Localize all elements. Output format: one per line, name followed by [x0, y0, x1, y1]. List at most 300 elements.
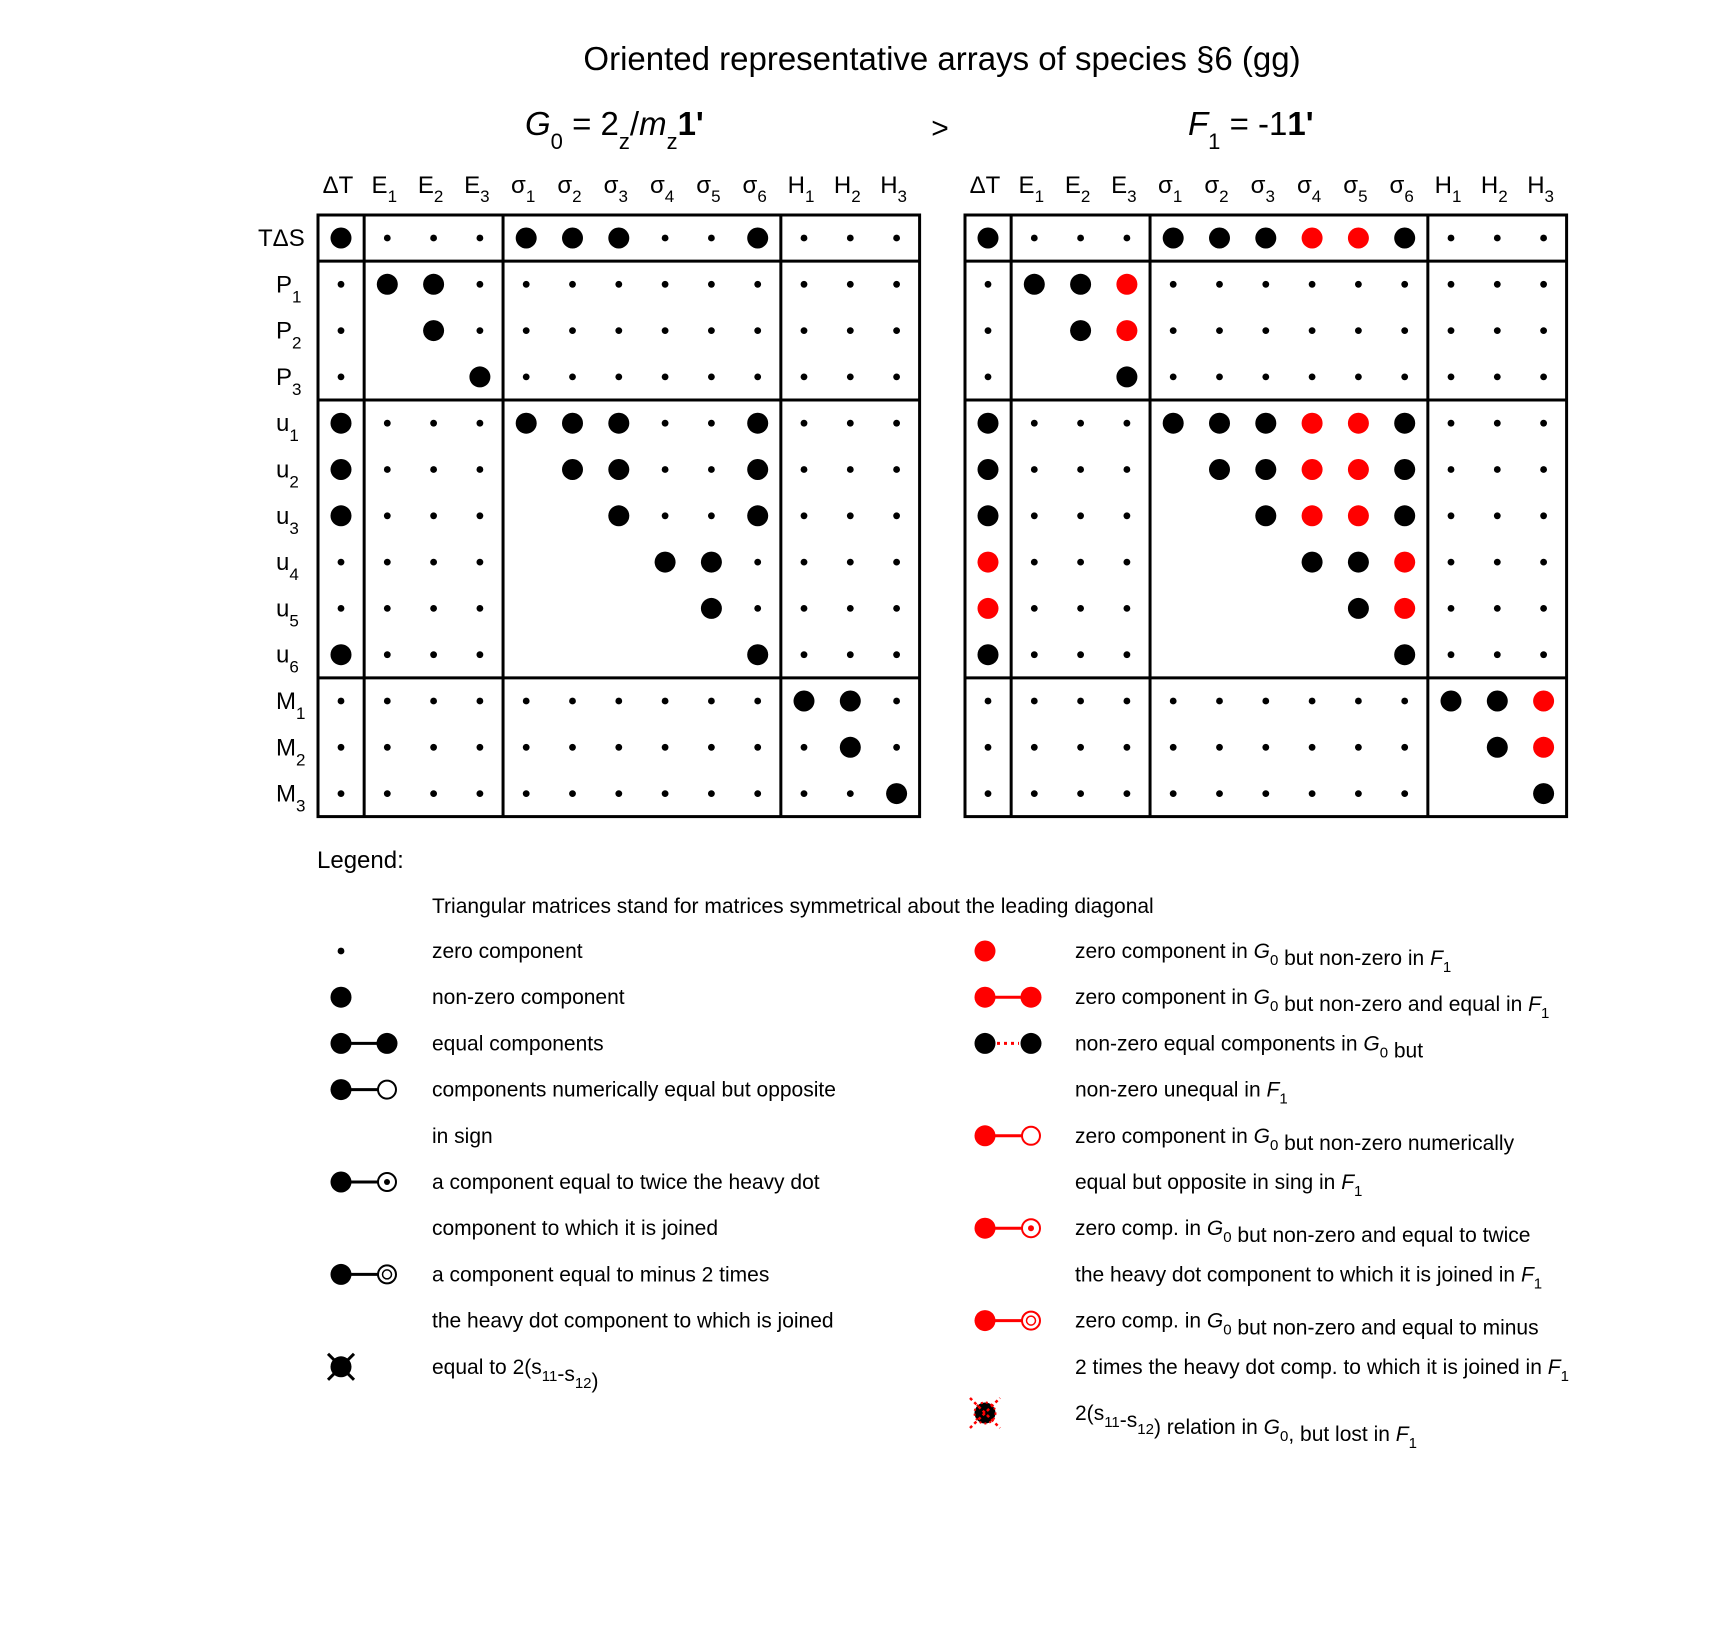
left-matrix-zero-dot [893, 281, 900, 288]
right-matrix-new-nonzero-dot [1302, 459, 1323, 480]
left-matrix-col-header: $\sigma_1$ [511, 172, 536, 206]
right-matrix-nonzero-dot [1024, 274, 1045, 295]
left-matrix-zero-dot [708, 466, 715, 473]
legend-symbol-red-dot-icon [975, 941, 996, 962]
right-matrix-zero-dot [1494, 605, 1501, 612]
left-matrix-zero-dot [847, 327, 854, 334]
row-header: $u_1$ [276, 410, 299, 446]
right-matrix-zero-dot [1077, 512, 1084, 519]
right-matrix-zero-dot [1355, 698, 1362, 705]
right-matrix-nonzero-dot [978, 459, 999, 480]
left-matrix-nonzero-dot [840, 737, 861, 758]
right-matrix-zero-dot [1309, 327, 1316, 334]
left-matrix-zero-dot [384, 420, 391, 427]
left-matrix-zero-dot [847, 235, 854, 242]
right-matrix-zero-dot [1494, 651, 1501, 658]
left-matrix-zero-dot [430, 512, 437, 519]
left-matrix-nonzero-dot [747, 228, 768, 249]
right-matrix-zero-dot [1077, 559, 1084, 566]
row-header: $P_3$ [276, 363, 302, 399]
left-matrix-zero-dot [477, 235, 484, 242]
right-matrix-zero-dot [1124, 651, 1131, 658]
row-header: $M_2$ [276, 734, 306, 770]
right-group-label: $F_1 = -11'$ [1188, 105, 1314, 154]
row-labels [258, 225, 305, 816]
left-matrix-zero-dot [615, 744, 622, 751]
right-matrix-zero-dot [985, 790, 992, 797]
left-matrix-zero-dot [662, 374, 669, 381]
left-matrix-zero-dot [477, 327, 484, 334]
right-matrix-nonzero-dot [978, 505, 999, 526]
right-matrix-new-nonzero-dot [1302, 505, 1323, 526]
legend-text: zero component [432, 940, 583, 963]
left-matrix-zero-dot [523, 698, 530, 705]
row-header: TΔS [258, 225, 305, 252]
left-matrix-zero-dot [662, 744, 669, 751]
right-matrix-new-nonzero-dot [1394, 598, 1415, 619]
left-matrix-zero-dot [523, 790, 530, 797]
right-matrix-nonzero-dot [1394, 644, 1415, 665]
legend-symbol-minus-twice-link-icon [331, 1264, 397, 1285]
right-matrix-zero-dot [1031, 466, 1038, 473]
legend-symbol-small-dot-icon [338, 948, 345, 955]
legend-text: zero component in $G_0$ but non-zero in $F_1$ [1075, 940, 1452, 976]
right-matrix-zero-dot [1540, 512, 1547, 519]
right-matrix-zero-dot [1448, 559, 1455, 566]
left-matrix-zero-dot [847, 420, 854, 427]
right-matrix-zero-dot [1077, 235, 1084, 242]
row-header: $P_1$ [276, 271, 302, 307]
left-matrix-nonzero-dot [701, 552, 722, 573]
right-matrix-nonzero-dot [1209, 413, 1230, 434]
left-matrix-zero-dot [384, 651, 391, 658]
left-matrix-nonzero-dot [608, 459, 629, 480]
left-matrix-zero-dot [847, 512, 854, 519]
left-matrix-zero-dot [384, 512, 391, 519]
legend-symbol-cross-dot-icon [328, 1354, 354, 1380]
left-matrix-zero-dot [430, 466, 437, 473]
left-matrix-zero-dot [430, 420, 437, 427]
legend-text: the heavy dot component to which is joined [432, 1309, 834, 1333]
left-matrix-zero-dot [569, 374, 576, 381]
legend-text: equal to $2(s_{11}-s_{12})$ [432, 1355, 599, 1393]
left-matrix-nonzero-dot [608, 413, 629, 434]
right-matrix-zero-dot [1540, 559, 1547, 566]
left-matrix-col-header: $\sigma_3$ [603, 172, 628, 206]
right-matrix-zero-dot [1355, 281, 1362, 288]
right-matrix-new-nonzero-dot [1533, 737, 1554, 758]
left-matrix-zero-dot [708, 744, 715, 751]
right-matrix-zero-dot [1494, 374, 1501, 381]
left-matrix-zero-dot [384, 790, 391, 797]
left-matrix-zero-dot [338, 374, 345, 381]
legend-symbol-twice-link-icon [331, 1172, 397, 1193]
right-matrix-nonzero-dot [1348, 598, 1369, 619]
right-matrix-zero-dot [1540, 374, 1547, 381]
left-matrix-col-header: $\sigma_4$ [649, 172, 675, 206]
right-matrix-zero-dot [1448, 512, 1455, 519]
left-matrix-zero-dot [847, 281, 854, 288]
right-matrix-zero-dot [1077, 420, 1084, 427]
left-matrix-zero-dot [708, 512, 715, 519]
right-matrix-col-header: $\sigma_1$ [1158, 172, 1183, 206]
left-matrix-zero-dot [384, 466, 391, 473]
right-matrix-zero-dot [1540, 327, 1547, 334]
right-matrix-zero-dot [1540, 651, 1547, 658]
legend-title: Legend: [317, 847, 404, 874]
right-matrix-zero-dot [1448, 235, 1455, 242]
left-matrix-zero-dot [662, 512, 669, 519]
left-matrix-nonzero-dot [840, 691, 861, 712]
right-matrix-zero-dot [1448, 466, 1455, 473]
left-matrix-zero-dot [801, 744, 808, 751]
right-matrix-zero-dot [1170, 327, 1177, 334]
left-matrix-zero-dot [615, 374, 622, 381]
left-matrix-zero-dot [847, 651, 854, 658]
left-matrix-nonzero-dot [655, 552, 676, 573]
left-matrix-zero-dot [615, 790, 622, 797]
left-matrix-zero-dot [847, 559, 854, 566]
right-matrix-zero-dot [1216, 744, 1223, 751]
right-matrix-nonzero-dot [1533, 783, 1554, 804]
right-matrix-nonzero-dot [1348, 552, 1369, 573]
right-matrix-nonzero-dot [1487, 737, 1508, 758]
left-matrix-zero-dot [893, 466, 900, 473]
right-matrix-zero-dot [1170, 281, 1177, 288]
right-matrix-nonzero-dot [1255, 413, 1276, 434]
left-matrix-col-header: $E_1$ [371, 172, 398, 206]
left-matrix-zero-dot [893, 605, 900, 612]
right-matrix-new-nonzero-dot [1302, 413, 1323, 434]
left-matrix-zero-dot [430, 744, 437, 751]
right-matrix-zero-dot [1262, 374, 1269, 381]
left-matrix-zero-dot [801, 235, 808, 242]
legend-symbol-red-opposite-link-icon [975, 1125, 1041, 1146]
right-matrix-nonzero-dot [1441, 691, 1462, 712]
legend-text: zero component in $G_0$ but non-zero numerically [1075, 1124, 1515, 1155]
left-matrix-zero-dot [847, 790, 854, 797]
right-matrix-zero-dot [1031, 559, 1038, 566]
row-header: $u_3$ [276, 502, 299, 538]
left-matrix-zero-dot [477, 790, 484, 797]
left-matrix-nonzero-dot [886, 783, 907, 804]
left-matrix-zero-dot [338, 559, 345, 566]
left-matrix-nonzero-dot [331, 413, 352, 434]
left-matrix-zero-dot [662, 235, 669, 242]
left-matrix-col-header: $\sigma_6$ [742, 172, 767, 206]
right-matrix-zero-dot [1401, 374, 1408, 381]
left-matrix-zero-dot [893, 420, 900, 427]
left-matrix-zero-dot [893, 374, 900, 381]
right-matrix-zero-dot [1494, 235, 1501, 242]
left-matrix-zero-dot [754, 374, 761, 381]
right-matrix-zero-dot [1216, 327, 1223, 334]
left-matrix-zero-dot [662, 790, 669, 797]
legend-text: non-zero unequal in $F_1$ [1075, 1078, 1288, 1108]
left-matrix-zero-dot [523, 744, 530, 751]
legend-text: a component equal to minus 2 times [432, 1263, 770, 1287]
legend-left-column [328, 940, 836, 1393]
left-matrix-zero-dot [477, 420, 484, 427]
left-matrix-nonzero-dot [562, 459, 583, 480]
right-matrix-zero-dot [1309, 790, 1316, 797]
left-matrix-nonzero-dot [331, 459, 352, 480]
right-matrix-nonzero-dot [1163, 413, 1184, 434]
row-header: $u_6$ [276, 641, 299, 677]
right-matrix-zero-dot [1309, 374, 1316, 381]
left-matrix-zero-dot [477, 698, 484, 705]
legend-symbol-red-twice-link-icon [975, 1218, 1041, 1239]
right-matrix-new-nonzero-dot [1348, 413, 1369, 434]
left-matrix [318, 172, 920, 817]
right-matrix-zero-dot [985, 374, 992, 381]
right-matrix-zero-dot [1216, 281, 1223, 288]
right-matrix-zero-dot [1494, 466, 1501, 473]
left-matrix-zero-dot [338, 281, 345, 288]
left-matrix-zero-dot [338, 698, 345, 705]
legend-symbol-red-equal-link-icon [975, 987, 1042, 1008]
right-matrix-zero-dot [1309, 744, 1316, 751]
right-matrix-zero-dot [1494, 281, 1501, 288]
left-matrix-zero-dot [569, 744, 576, 751]
right-matrix-zero-dot [1309, 281, 1316, 288]
right-matrix-zero-dot [1170, 374, 1177, 381]
right-matrix-nonzero-dot [1302, 552, 1323, 573]
right-matrix-zero-dot [1170, 744, 1177, 751]
left-matrix-zero-dot [384, 559, 391, 566]
left-matrix-zero-dot [893, 327, 900, 334]
left-matrix-nonzero-dot [747, 505, 768, 526]
left-matrix-zero-dot [477, 466, 484, 473]
left-matrix-zero-dot [477, 744, 484, 751]
left-matrix-zero-dot [893, 744, 900, 751]
right-matrix-zero-dot [985, 744, 992, 751]
legend-symbol-red-minus-twice-link-icon [975, 1310, 1041, 1331]
left-matrix-zero-dot [893, 235, 900, 242]
right-matrix-zero-dot [1216, 790, 1223, 797]
legend-text: zero comp. in $G_0$ but non-zero and equal to twice [1075, 1217, 1531, 1248]
right-matrix-new-nonzero-dot [1394, 552, 1415, 573]
right-matrix-zero-dot [1401, 698, 1408, 705]
right-matrix-nonzero-dot [1255, 228, 1276, 249]
right-matrix-zero-dot [1262, 698, 1269, 705]
right-matrix-nonzero-dot [1209, 459, 1230, 480]
left-matrix-zero-dot [569, 790, 576, 797]
right-matrix-zero-dot [1262, 327, 1269, 334]
right-matrix-col-header: $\sigma_4$ [1296, 172, 1322, 206]
left-matrix-nonzero-dot [701, 598, 722, 619]
right-matrix-zero-dot [1031, 605, 1038, 612]
right-matrix-zero-dot [985, 281, 992, 288]
right-matrix-new-nonzero-dot [978, 598, 999, 619]
right-matrix-zero-dot [1448, 420, 1455, 427]
left-matrix-nonzero-dot [377, 274, 398, 295]
left-matrix-col-header: $H_2$ [833, 172, 861, 206]
legend-note: Triangular matrices stand for matrices symmetrical about the leading diagonal [432, 895, 1154, 918]
right-matrix-zero-dot [1401, 281, 1408, 288]
right-matrix-zero-dot [1124, 698, 1131, 705]
left-matrix-zero-dot [615, 281, 622, 288]
legend-text: equal components [432, 1032, 604, 1056]
left-matrix-zero-dot [708, 281, 715, 288]
left-matrix-zero-dot [801, 790, 808, 797]
legend-text: zero comp. in $G_0$ but non-zero and equal to minus [1075, 1309, 1539, 1340]
right-matrix-nonzero-dot [978, 644, 999, 665]
left-matrix-zero-dot [384, 605, 391, 612]
legend-text: a component equal to twice the heavy dot [432, 1171, 820, 1194]
legend-right-column [970, 940, 1569, 1452]
left-matrix-col-header: $E_3$ [464, 172, 490, 206]
left-matrix-nonzero-dot [562, 413, 583, 434]
left-matrix-zero-dot [569, 327, 576, 334]
right-matrix-col-header: $E_1$ [1018, 172, 1045, 206]
right-matrix-zero-dot [1262, 790, 1269, 797]
left-matrix-zero-dot [893, 698, 900, 705]
left-matrix-zero-dot [477, 281, 484, 288]
left-matrix-col-header: $\sigma_2$ [557, 172, 582, 206]
right-matrix-zero-dot [1494, 559, 1501, 566]
right-matrix-zero-dot [1031, 698, 1038, 705]
row-header: $u_2$ [276, 456, 299, 492]
right-matrix-col-header: $E_2$ [1064, 172, 1091, 206]
diagram-title: Oriented representative arrays of species §6 (gg) [583, 40, 1301, 77]
right-matrix-zero-dot [1216, 374, 1223, 381]
left-matrix-zero-dot [569, 281, 576, 288]
left-matrix-zero-dot [801, 281, 808, 288]
left-matrix-zero-dot [430, 559, 437, 566]
left-matrix-nonzero-dot [469, 366, 490, 387]
left-matrix-nonzero-dot [516, 413, 537, 434]
right-matrix-zero-dot [1401, 790, 1408, 797]
left-matrix-zero-dot [708, 235, 715, 242]
right-matrix-new-nonzero-dot [1348, 228, 1369, 249]
right-matrix-zero-dot [1031, 420, 1038, 427]
legend-text: non-zero component [432, 986, 625, 1010]
left-matrix-zero-dot [754, 605, 761, 612]
right-matrix-nonzero-dot [1394, 413, 1415, 434]
left-matrix-zero-dot [708, 790, 715, 797]
left-matrix-zero-dot [708, 374, 715, 381]
right-matrix-zero-dot [1031, 790, 1038, 797]
left-matrix-nonzero-dot [331, 505, 352, 526]
right-matrix-zero-dot [1170, 698, 1177, 705]
right-matrix-nonzero-dot [1255, 505, 1276, 526]
right-matrix-zero-dot [1448, 281, 1455, 288]
right-matrix-col-header: $E_3$ [1111, 172, 1137, 206]
left-matrix-zero-dot [893, 559, 900, 566]
left-matrix-zero-dot [754, 790, 761, 797]
legend-symbol-lost-cross-dot-icon [970, 1398, 1000, 1428]
left-matrix-col-header: ΔT [322, 172, 354, 199]
legend-text: component to which it is joined [432, 1217, 718, 1241]
left-matrix-zero-dot [708, 698, 715, 705]
row-header: $M_1$ [276, 688, 306, 723]
right-matrix-zero-dot [1494, 512, 1501, 519]
right-matrix-col-header: $H_1$ [1434, 172, 1462, 206]
right-matrix-zero-dot [1448, 327, 1455, 334]
right-matrix-zero-dot [1031, 651, 1038, 658]
right-matrix-new-nonzero-dot [1116, 320, 1137, 341]
left-matrix-zero-dot [801, 605, 808, 612]
row-header: $u_4$ [276, 549, 299, 585]
right-matrix-zero-dot [1540, 605, 1547, 612]
legend-symbol-equal-link-icon [331, 1033, 398, 1054]
right-matrix-zero-dot [1540, 235, 1547, 242]
right-matrix-nonzero-dot [1163, 228, 1184, 249]
left-matrix-zero-dot [615, 698, 622, 705]
left-matrix-zero-dot [338, 744, 345, 751]
left-matrix-zero-dot [523, 327, 530, 334]
left-matrix-col-header: $E_2$ [417, 172, 444, 206]
right-matrix-nonzero-dot [1255, 459, 1276, 480]
right-matrix-zero-dot [1124, 420, 1131, 427]
left-matrix-zero-dot [662, 466, 669, 473]
left-matrix-zero-dot [662, 281, 669, 288]
legend-text: equal but opposite in sing in $F_1$ [1075, 1171, 1363, 1200]
left-matrix-zero-dot [430, 651, 437, 658]
legend-text: $2(s_{11}-s_{12})$ relation in $G_0$, but lost in $F_1$ [1075, 1402, 1417, 1452]
legend-text: 2 times the heavy dot comp. to which it is joined in $F_1$ [1075, 1355, 1569, 1385]
right-matrix-col-header: $\sigma_2$ [1204, 172, 1229, 206]
right-matrix-col-header: $\sigma_3$ [1250, 172, 1275, 206]
left-matrix-zero-dot [754, 327, 761, 334]
left-matrix-zero-dot [430, 790, 437, 797]
left-matrix-zero-dot [477, 605, 484, 612]
left-group-label: $G_0 = 2_z/m_z1'$ [525, 105, 704, 154]
left-matrix-zero-dot [847, 605, 854, 612]
right-matrix-zero-dot [1355, 790, 1362, 797]
right-matrix-zero-dot [1077, 605, 1084, 612]
right-matrix-zero-dot [1494, 420, 1501, 427]
legend-symbol-big-dot-icon [331, 987, 352, 1008]
right-matrix-zero-dot [1170, 790, 1177, 797]
left-matrix-zero-dot [708, 327, 715, 334]
right-matrix-zero-dot [1077, 790, 1084, 797]
left-matrix-zero-dot [477, 559, 484, 566]
left-matrix-nonzero-dot [608, 505, 629, 526]
row-header: $P_2$ [276, 317, 302, 353]
left-matrix-zero-dot [847, 374, 854, 381]
right-matrix-new-nonzero-dot [1348, 459, 1369, 480]
left-matrix-zero-dot [477, 651, 484, 658]
left-matrix-zero-dot [662, 420, 669, 427]
legend-text: in sign [432, 1124, 493, 1148]
right-matrix-nonzero-dot [1394, 459, 1415, 480]
right-matrix-zero-dot [1309, 698, 1316, 705]
right-matrix-col-header: $H_2$ [1480, 172, 1508, 206]
legend-text: the heavy dot component to which it is joined in $F_1$ [1075, 1263, 1543, 1293]
right-matrix-zero-dot [1448, 374, 1455, 381]
left-matrix-zero-dot [801, 559, 808, 566]
left-matrix-nonzero-dot [331, 644, 352, 665]
right-matrix-zero-dot [1448, 651, 1455, 658]
legend-symbol-dotted-link-icon [975, 1033, 1042, 1054]
right-matrix-zero-dot [1124, 466, 1131, 473]
left-matrix-nonzero-dot [423, 320, 444, 341]
right-matrix-new-nonzero-dot [1348, 505, 1369, 526]
left-matrix-zero-dot [569, 698, 576, 705]
right-matrix-zero-dot [1124, 512, 1131, 519]
right-matrix-new-nonzero-dot [1302, 228, 1323, 249]
right-matrix-zero-dot [1031, 744, 1038, 751]
left-matrix-zero-dot [430, 605, 437, 612]
left-matrix-zero-dot [384, 698, 391, 705]
left-matrix-nonzero-dot [794, 691, 815, 712]
right-matrix-zero-dot [1401, 744, 1408, 751]
left-matrix-zero-dot [430, 235, 437, 242]
left-matrix-zero-dot [801, 327, 808, 334]
left-matrix-zero-dot [477, 512, 484, 519]
